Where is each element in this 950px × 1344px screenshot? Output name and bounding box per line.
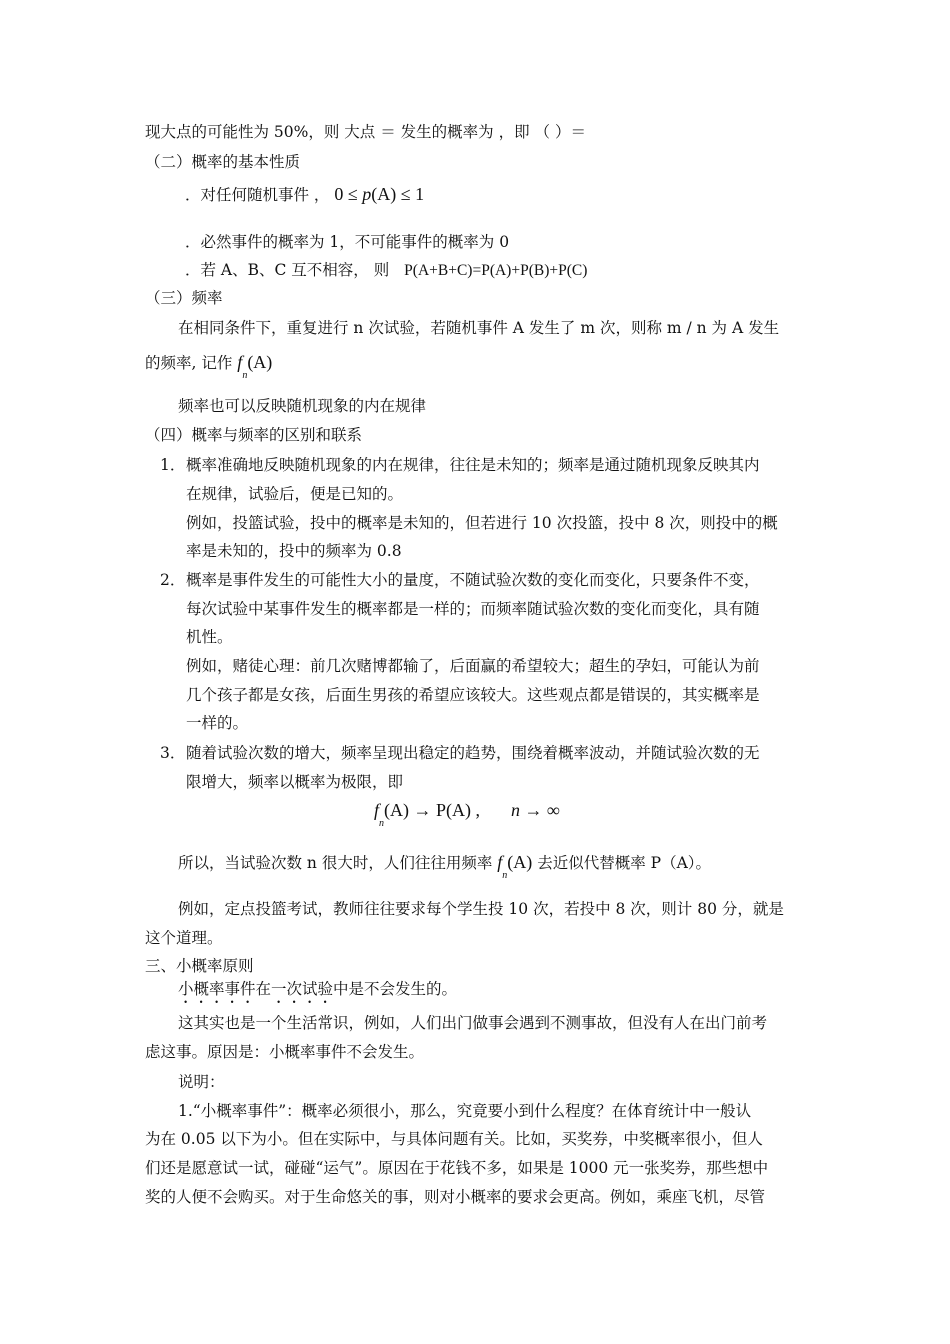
example-line-b: 这个道理。 — [145, 929, 223, 947]
frequency-def-line-1: 在相同条件下，重复进行 n 次试验，若随机事件 A 发生了 m 次，则称 m / n 为 A 发生 — [178, 319, 780, 337]
item-1-example-a: 例如，投篮试验，投中的概率是未知的，但若进行 10 次投篮，投中 8 次，则投中的概 — [186, 514, 778, 532]
item-2-example-a: 例如，赌徒心理：前几次赌博都输了，后面赢的希望较大；超生的孕妇，可能认为前 — [186, 657, 760, 675]
item-2-line-c: 机性。 — [186, 628, 233, 646]
item-3-number: 3． — [160, 744, 186, 762]
limit-formula: $f_n(A) \to P(A)$ , n → ∞ — [374, 800, 560, 829]
item-1-line-b: 在规律，试验后，便是已知的。 — [186, 485, 404, 503]
limit-n-infinity: n → ∞ — [510, 800, 560, 820]
note-1-line-b: 为在 0.05 以下为小。但在实际中，与具体问题有关。比如，买奖券，中奖概率很小，但人 — [145, 1130, 763, 1148]
frequency-note: 频率也可以反映随机现象的内在规律 — [178, 397, 427, 415]
example-line-a: 例如，定点投篮考试，教师往往要求每个学生投 10 次，若投中 8 次，则计 80 分，就是 — [178, 900, 784, 918]
note-1-line-d: 奖的人便不会购买。对于生命悠关的事，则对小概率的要求会更高。例如，乘座飞机，尽管 — [145, 1188, 766, 1206]
item-1-line-a: 概率准确地反映随机现象的内在规律，往往是未知的；频率是通过随机现象反映其内 — [186, 456, 760, 474]
frequency-def-line-2: 的频率, 记作 $f_n(A)$ — [145, 352, 273, 381]
item-2-line-b: 每次试验中某事件发生的概率都是一样的；而频率随试验次数的变化而变化，具有随 — [186, 600, 760, 618]
property-1-formula: 0 ≤ p(A) ≤ 1 — [334, 184, 425, 204]
section-heading-difference: （四）概率与频率的区别和联系 — [145, 426, 363, 444]
life-fact-line-a: 这其实也是一个生活常识，例如，人们出门做事会遇到不测事故，但没有人在出门前考 — [178, 1014, 768, 1032]
section-heading-small-probability: 三、小概率原则 — [145, 957, 254, 975]
item-3-line-a: 随着试验次数的增大，频率呈现出稳定的趋势，围绕着概率波动，并随试验次数的无 — [186, 744, 760, 762]
item-2-line-a: 概率是事件发生的可能性大小的量度，不随试验次数的变化而变化，只要条件不变， — [186, 571, 760, 589]
item-1-example-b: 率是未知的，投中的频率为 0.8 — [186, 542, 402, 560]
property-1 — [185, 184, 424, 205]
conclusion-line: 所以，当试验次数 n 很大时，人们往往用频率 $f_n(A)$ 去近似代替概率 P（A）。 — [178, 852, 712, 881]
item-2-example-b: 几个孩子都是女孩，后面生男孩的希望应该较大。这些观点都是错误的，其实概率是 — [186, 686, 760, 704]
item-2-example-c: 一样的。 — [186, 714, 249, 732]
life-fact-line-b: 虑这事。原因是：小概率事件不会发生。 — [145, 1043, 425, 1061]
property-3-text: ．若 A、B、C 互不相容， 则 — [185, 261, 390, 279]
frequency-symbol: $f_n(A)$ — [237, 352, 273, 381]
item-2-number: 2． — [160, 571, 186, 589]
property-3-formula: P(A+B+C)=P(A)+P(B)+P(C) — [404, 262, 588, 279]
section-heading-frequency: （三）频率 — [145, 289, 223, 307]
frequency-symbol-inline: $f_n(A)$ — [497, 852, 533, 881]
property-2: ．必然事件的概率为 1，不可能事件的概率为 0 — [185, 233, 510, 251]
note-1-line-c: 们还是愿意试一试，碰碰“运气”。原因在于花钱不多，如果是 1000 元一张奖券，那些想中 — [145, 1159, 769, 1177]
property-3 — [185, 260, 587, 281]
item-1-number: 1． — [160, 456, 186, 474]
small-probability-principle: 小概率事件在一次试验中是不会发生的。 — [178, 980, 458, 998]
intro-line: 现大点的可能性为 50%，则 大点 ＝ 发生的概率为 ，即 （ ）＝ — [145, 123, 586, 141]
note-1-line-a: 1.“小概率事件”：概率必须很小，那么，究竟要小到什么程度？在体育统计中一般认 — [178, 1102, 752, 1120]
note-heading: 说明： — [178, 1073, 225, 1091]
property-1-text: ．对任何随机事件 ， — [185, 186, 330, 204]
section-heading-basic-properties: （二）概率的基本性质 — [145, 153, 301, 171]
item-3-line-b: 限增大，频率以概率为极限，即 — [186, 773, 404, 791]
